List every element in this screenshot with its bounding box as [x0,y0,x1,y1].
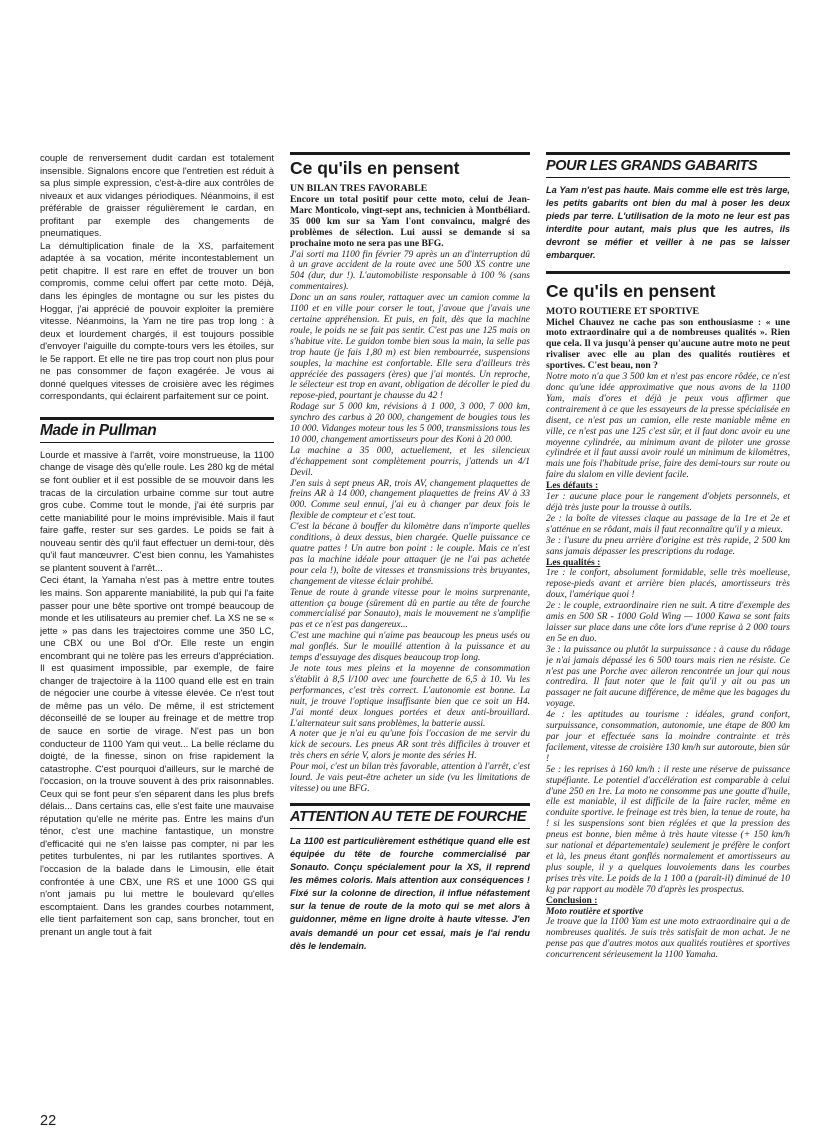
list-item: 4e : les aptitudes au tourisme : idéales, grand confort, surpuissance, consommation, autonomie, une étape de 800 km par jour et effectuée sans la moindre contrainte et très facilement, vitesse de croisière 130 km/h sur autoroute, bien sûr ! [546,710,790,764]
box-text: La 1100 est particulièrement esthétique quand elle est équipée du tête de fourche commercialisé par Sonauto. Conçu spécialement pour la XS, il reprend les mêmes coloris. Mais attention aux conséquences ! Fixé sur la colonne de direction, il influe néfastement sur la tenue de route de la moto qui se met alors à guidonner, même en ligne droite à haute vitesse. J'en avais demandé un pour cet essai, mais je l'ai rendu dès le lendemain. [290,835,530,951]
qualities-label: Les qualités : [546,556,601,568]
list-item: 2e : le couple, extraordinaire rien ne suit. A titre d'exemple des amis en 500 SR - 1000 Gold Wing — 1000 Kawa se sont faits laisser sur place dans une côte lors d'une reprise à 2 000 tours en 5e en duo. [546,601,790,644]
testimony-intro: Encore un total positif pour cette moto, celui de Jean-Marc Monticolo, vingt-sept ans, technicien à Montbéliard. 35 000 km sur sa Yam l'ont convaincu, malgré des problèmes de sélection. Lui aussi se demande si sa prochaine moto ne sera pas une BFG. [290,194,530,249]
paragraph: La machine a 35 000, actuellement, et les silencieux d'échappement sont complètement pourris, j'attends un 4/1 Devil. [290,445,530,478]
article-body [40,152,274,403]
testimony-body [290,250,530,795]
list-item: 1re : le confort, absolument formidable, selle très moelleuse, repose-pieds avant et arrière bien placés, amortisseurs très doux, l'amérique quoi ! [546,568,790,601]
defects-list [546,492,790,557]
paragraph: J'en suis à sept pneus AR, trois AV, changement plaquettes de freins AR à 14 000, changement plaquettes de freins AV à 33 000. Comme seul ennui, j'ai eu à changer par deux fois le flexible de compteur et c'est tout. [290,478,530,522]
paragraph: Je trouve que la 1100 Yam est une moto extraordinaire qui a de nombreuses qualités. Je suis très satisfait de mon achat. Je ne pense pas que d'autres motos aux qualités routières et sportives concurrencent sérieusement la 1100 Yamaha. [546,917,790,961]
section-heading-made-in-pullman: Made in Pullman [40,421,157,439]
defects-label: Les défauts : [546,480,599,492]
box-text: La Yam n'est pas haute. Mais comme elle est très large, les petits gabarits ont bien du mal à poser les deux pieds par terre. L'utilisation de la moto ne leur est pas interdite pour autant, mais plus que les autres, ils devront se méfier et veiller à ne pas se laisser embarquer. [546,185,790,261]
section-heading-box [40,417,274,443]
conclusion-label: Conclusion : [546,894,598,906]
qualities-list [546,568,790,895]
divider [290,152,530,155]
column-middle [290,152,530,953]
paragraph: La démultiplication finale de la XS, parfaitement adaptée à sa vocation, mérite incontestablement un petit chapitre. Il est rare en effet de trouver un bon compromis, comme celui offert par cette moto. Déjà, dans les épingles de montagne ou sur les pistes du Hoggar, j'ai apprécié de pouvoir exploiter la première vitesse. Néanmoins, la Yam ne tire pas trop long : à deux et lourdement chargés, il est toujours possible d'envoyer l'aiguille du compte-tours vers les étoiles, sur le 5e rapport. Et elle ne tire pas trop court non plus pour ne pas consommer de façon exagérée. Je vous ai donné quelques vitesses de croisière avec les régimes correspondants, qui éclairent parfaitement sur ce point. [40,239,274,402]
paragraph: Notre moto n'a que 3 500 km et n'est pas encore rôdée, ce n'est donc qu'une idée approximative que nous avons de la 1100 Yam, mais d'ores et déjà je peux vous affirmer que contrairement à ce que les essayeurs de la presse spécialisée en disent, ce n'est pas un camion, elle reste maniable même en ville, ce n'est pas une 125 c'est sûr, et il faut donc avoir eu une moyenne cylindrée, au minimum avant de piloter une grosse cylindrée et il faut aussi avoir roulé un minimum de kilomètres, mais une fois l'habitude prise, faire des demi-tours sur route ou faire du slalom en ville devient facile. [546,372,790,481]
paragraph: Lourde et massive à l'arrêt, voire monstrueuse, la 1100 change de visage dès qu'elle roule. Les 280 kg de métal se font oublier et il est possible de se mouvoir dans les tracas de la circulation urbaine comme sur tout autre gros cube. Comme tout le monde, j'ai été surpris par cette maniabilité pour le moins imprévisible. Mais il faut faire gaffe, rester sur ses gardes. Le poids se fait à nouveau sentir dès qu'il faut effectuer un demi-tour, dès qu'il faut manœuvrer. C'est bien connu, les Yamahistes se plantent souvent à l'arrêt... [40,448,274,573]
testimony-body [546,372,790,481]
conclusion-body [546,917,790,961]
paragraph: A noter que je n'ai eu qu'une fois l'occasion de me servir du kick de secours. Les pneus AR sont très difficiles à trouver et très chers en série V, alors je monte des séries H. [290,729,530,762]
column-left [40,152,274,938]
list-item: 3e : la puissance ou plutôt la surpuissance : à cause du rôdage je n'ai jamais dépassé les 6 500 tours mais rien ne résiste. Ce n'est pas une Porche avec aileron rencontrée un jour qui nous contredira. Il faut noter que le fait qu'il y ait ou pas un passager ne fait aucune différence, de même que les bagages du voyage. [546,644,790,710]
paragraph: J'ai sorti ma 1100 fin février 79 après un an d'interruption dû à un grave accident de la route avec une 500 XS contre une 504 (dur, dur !). L'automobiliste responsable à 100 % (sans commentaires). [290,249,530,293]
paragraph: Donc un an sans rouler, rattaquer avec un camion comme la 1100 et en ville pour corser le tout, j'avoue que j'avais une certaine appréhension. Et puis, en fait, dès que la machine roule, le poids ne se fait pas sentir. C'est pas une 125 mais on s'habitue vite. Le guidon tombe bien sous la main, la selle pas trop haute (je fais 1,80 m) est bien rembourrée, suspensions souples, la machine est confortable. Elle sera d'ailleurs très appréciée des passagers (ères) que j'ai montés. Un reproche, le sélecteur est trop en avant, obligation de décoller le pied du repose-pied, pourtant je chausse du 42 ! [290,293,530,402]
sidebar-heading-ce-quils-en-pensent: Ce qu'ils en pensent [290,158,460,178]
article-body [40,449,274,938]
list-item: 3e : l'usure du pneu arrière d'origine est très rapide, 2 500 km sans jamais dépasser les prescriptions du rodage. [546,535,790,557]
box-heading-frame [546,152,790,178]
box-heading-pour-les-grands-gabarits: POUR LES GRANDS GABARITS [546,158,758,174]
paragraph: Tenue de route à grande vitesse pour le moins surprenante, attention ça bouge (sûrement dû en partie au tête de fourche commercialisé par Sonauto), mais le mouvement ne s'amplifie pas et ce n'est pas dangereux... [290,587,530,631]
paragraph: Rodage sur 5 000 km, révisions à 1 000, 3 000, 7 000 km, synchro des carbus à 20 000, changement de bougies tous les 10 000. Vidanges moteur tous les 5 000, transmissions tous les 10 000, changement amortisseurs pour des Koni à 20 000. [290,402,530,445]
sidebar-heading-ce-quils-en-pensent: Ce qu'ils en pensent [546,280,716,301]
testimony-subtitle: MOTO ROUTIERE ET SPORTIVE [546,305,700,317]
paragraph: Ceci étant, la Yamaha n'est pas à mettre entre toutes les mains. Son apparente maniabilité, la pub qui l'a faite passer pour une bête sportive ont trompé beaucoup de monde et les utilisateurs au premier chef. La XS ne se « jette » pas dans les trajectoires comme une 350 LC, une CBX ou une Bol d'Or. Elle reste un engin encombrant qui ne tolère pas les erreurs d'appréciation. Il est quasiment impossible, par exemple, de faire changer de trajectoire à la 1100 quand elle est en train de négocier une courbe à vitesse élevée. Ce n'est tout de même pas un vélo. De même, il est strictement déconseillé de se louper au freinage et de mettre trop de sauce en sortie de virage. N'est pas un bon conducteur de 1100 Yam qui veut... La belle réclame du doigté, de la finesse, sinon on frise rapidement la catastrophe. C'est pourquoi d'ailleurs, sur le marché de l'occasion, on la trouve souvent à des prix raisonnables. Ceux qui se font peur s'en séparent dans les plus brefs délais... Dans certains cas, elle s'est faite une mauvaise réputation qu'elle ne mérite pas. Entre les mains d'un ténor, c'est une machine fantastique, un monstre d'efficacité qui ne s'en laisse pas compter, ni par les petites turbulentes, ni par les rutilantes sportives. A l'occasion de la balade dans le Limousin, elle était confrontée à une CBX, une RS et une 1000 GS qui n'ont jamais pu lui mettre le boulevard qu'elles escomptaient. Dans les grandes courbes notamment, elle tient parfaitement son cap, sans broncher, tout en prenant un angle tout à fait [40,574,274,937]
page-number: 22 [40,1113,57,1129]
list-item: 5e : les reprises à 160 km/h : il reste une réserve de puissance stupéfiante. Le potentiel d'accélération est comparable à celui d'une 250 en 1re. La moto ne consomme pas une goutte d'huile, elle est maniable, il est difficile de la faire racler, même en conduite sportive. le freinage est très bien, la tenue de route, ha ! si les suspensions sont bien réglées et que la pression des pneus est bonne, bien même à très haute vitesse (+ 150 km/h sur national et départementale) seulement je préfère le confort et là, les pneus étant gonflés normalement et amortisseurs au plus souple, il y a quelques louvoiements dans les courbes prises très vite. Le poids de la 1 100 a (paraît-il) diminué de 10 kg par rapport au modèle 70 d'après les prospectus. [546,764,790,895]
paragraph: C'est la bécane à bouffer du kilomètre dans n'importe quelles conditions, à deux dessus, bien chargée. Quelle puissance ce quatre pattes ! Un autre bon point : le couple. Mais ce n'est pas la machine idéale pour attaquer (je ne l'ai pas achetée pour cela !), boîte de vitesses et transmissions très bruyantes, changement de vitesse éclair prohibé. [290,522,530,587]
box-heading-attention-tete-de-fourche: ATTENTION AU TETE DE FOURCHE [290,808,527,825]
paragraph: Je note tous mes pleins et la moyenne de consommation s'établit à 8,5 l/100 avec une fourchette de 6,5 à 10. Vu les performances, c'est très correct. L'autonomie est bonne. La nuit, je trouve l'optique insuffisante bien que ce soit un H4. J'ai monté deux longues portées et deux anti-brouillard. L'alternateur suit sans problèmes, la batterie aussi. [290,663,530,729]
paragraph: C'est une machine qui n'aime pas beaucoup les pneus usés ou mal gonflés. Sur le mouillé attention à la puissance et au temps d'essuyage des disques beaucoup trop long. [290,631,530,664]
box-heading-frame [290,803,530,829]
paragraph: couple de renversement dudit cardan est totalement insensible. Signalons encore que l'entretien est réduit à sa plus simple expression, c'est-à-dire aux contrôles de niveaux et aux vidanges périodiques. Néanmoins, il est préférable de graisser régulièrement le cardan, en profitant par exemple des changements de pneumatiques. [40,152,274,239]
list-item: 2e : la boîte de vitesses claque au passage de la 1re et 2e et s'atténue en se rôdant, mais il faut reconnaître qu'il y a mieux. [546,513,790,535]
column-right [546,152,790,961]
testimony-subtitle: UN BILAN TRES FAVORABLE [290,183,428,194]
list-item: 1er : aucune place pour le rangement d'objets personnels, et déjà très juste pour la trousse à outils. [546,492,790,513]
conclusion-subtitle: Moto routière et sportive [546,905,644,917]
testimony-intro: Michel Chauvez ne cache pas son enthousiasme : « une moto extraordinaire qui a de nombreuses qualités ». Rien que cela. Il va jusqu'à penser qu'aucune autre moto ne peut rivaliser avec elle au plan des qualités routières et sportives. C'est beau, non ? [546,316,790,372]
divider [546,271,790,276]
paragraph: Pour moi, c'est un bilan très favorable, attention à l'arrêt, c'est lourd. Je vais peut-être acheter un side (vu les limitations de vitesse) ou une BFG. [290,762,530,794]
